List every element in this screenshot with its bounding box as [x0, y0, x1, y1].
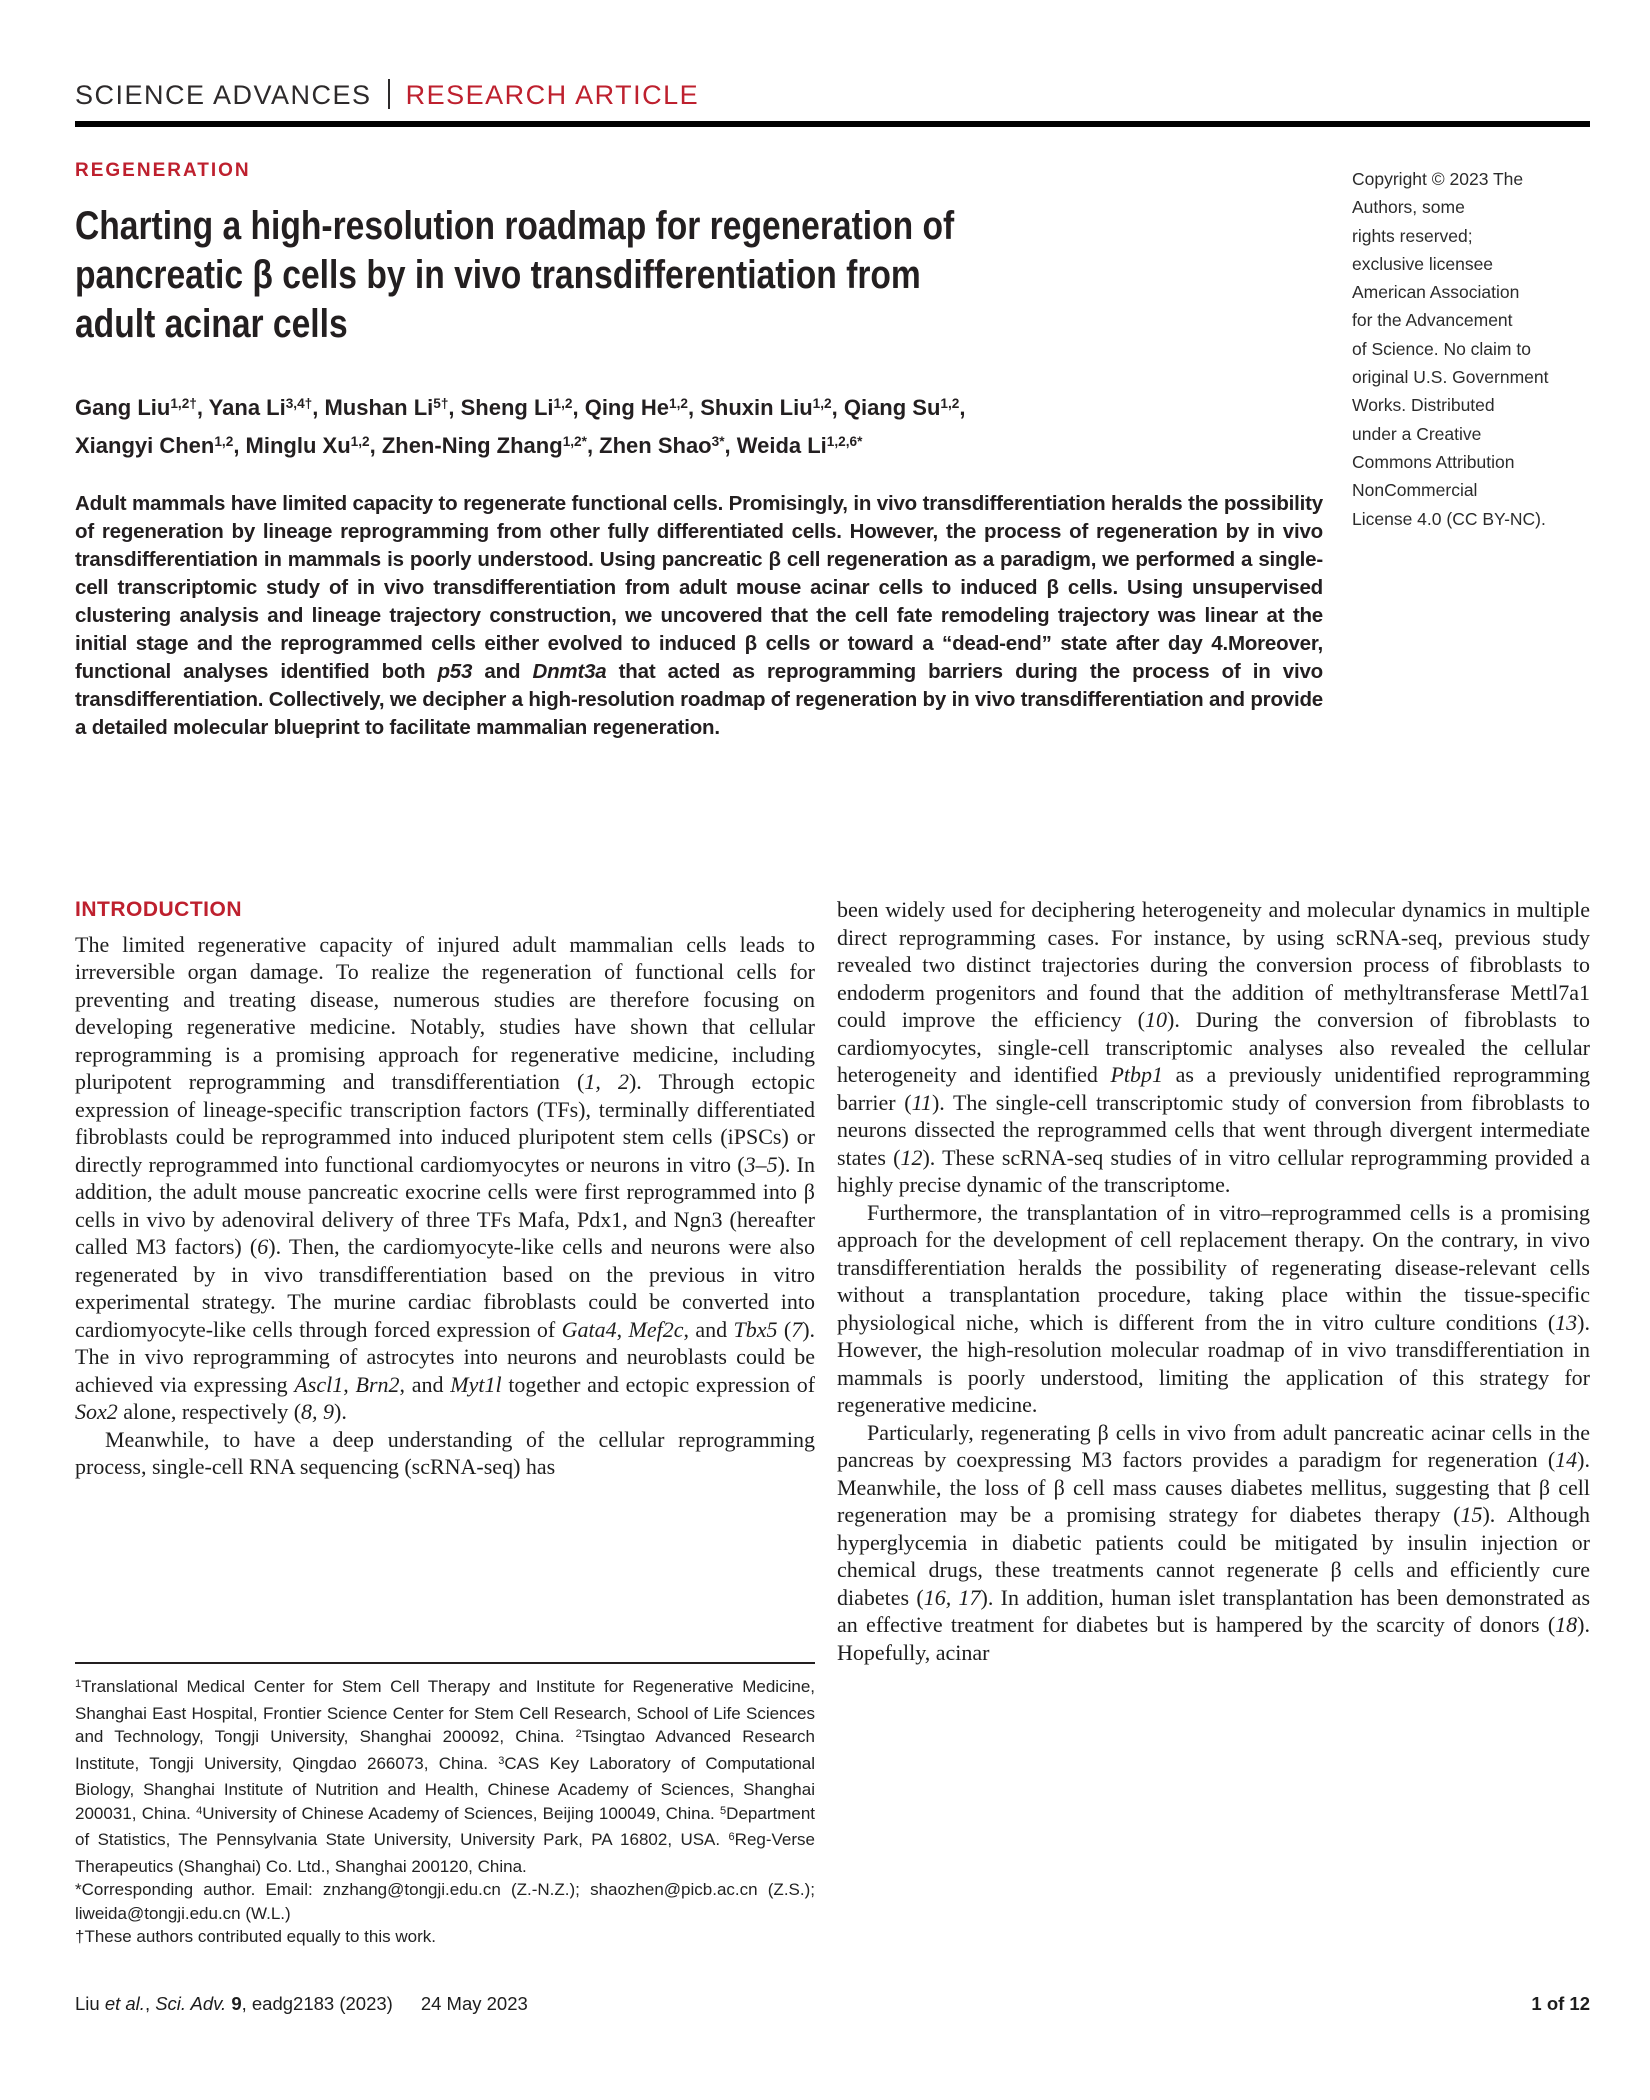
- section-label: REGENERATION: [75, 160, 251, 181]
- introduction-heading: INTRODUCTION: [75, 898, 242, 921]
- left-column: [75, 896, 815, 1658]
- paragraph: Meanwhile, to have a deep understanding of the cellular reprogramming process, single-cell RNA sequencing (scRNA-seq) has: [75, 1426, 815, 1479]
- paragraph: Particularly, regenerating β cells in vivo from adult pancreatic acinar cells in the pancreas by coexpressing M3 factors provides a paradigm for regeneration (14). Meanwhile, the loss of β cell mass causes diabetes mellitus, suggesting that β cell regeneration may be a promising strategy for diabetes therapy (15). Although hyperglycemia in diabetic patients could be mitigated by insulin injection or chemical drugs, these treatments cannot regenerate β cells and efficiently cure diabetes (16, 17). In addition, human islet transplantation has been demonstrated as an effective treatment for diabetes but is hampered by the scarcity of donors (18). Hopefully, acinar: [837, 1419, 1591, 1665]
- corresponding-author-note: *Corresponding author. Email: znzhang@tongji.edu.cn (Z.-N.Z.); shaozhen@picb.ac.cn (Z.S.); liweida@tongji.edu.cn (W.L.): [75, 1880, 815, 1923]
- page-number: 1 of 12: [1531, 1993, 1590, 2014]
- abstract: Adult mammals have limited capacity to regenerate functional cells. Promisingly, in vivo transdifferentiation heralds the possibility of regeneration by lineage reprogramming from other fully differentiated cells. However, the process of regeneration by in vivo transdifferentiation in mammals is poorly understood. Using pancreatic β cell regeneration as a paradigm, we performed a single-cell transcriptomic study of in vivo transdifferentiation from adult mouse acinar cells to induced β cells. Using unsupervised clustering analysis and lineage trajectory construction, we uncovered that the cell fate remodeling trajectory was linear at the initial stage and the reprogrammed cells either evolved to induced β cells or toward a “dead-end” state after day 4.Moreover, functional analyses identified both p53 and Dnmt3a that acted as reprogramming barriers during the process of in vivo transdifferentiation. Collectively, we decipher a high-resolution roadmap of regeneration by in vivo transdifferentiation and provide a detailed molecular blueprint to facilitate mammalian regeneration.: [75, 492, 1324, 739]
- article-type-label: RESEARCH ARTICLE: [405, 80, 700, 110]
- equal-contribution-note: †These authors contributed equally to this work.: [75, 1927, 436, 1946]
- page-footer: [75, 1993, 1590, 2015]
- author-line-2: Xiangyi Chen$^{1,2}$, Minglu Xu$^{1,2}$, Zhen-Ning Zhang$^{1,2*}$, Zhen Shao$^{3*}$, Weida $Li^{1,2,6*}$: [75, 433, 863, 458]
- author-line-1: Gang Liu$^{1,2\dagger}$, Yana $Li^{3,4\dagger}$, Mushan $Li^{5\dagger}$, Sheng Li$^{1,2}$, Qing He$^{1,2}$, Shuxin Liu$^{1,2}$, Qiang Su$^{1,2}$,: [75, 395, 966, 420]
- paragraph: Furthermore, the transplantation of in vitro–reprogrammed cells is a promising approach for the development of cell replacement therapy. On the contrary, in vivo transdifferentiation heralds the possibility of regenerating disease-relevant cells without a transplantation procedure, taking place within the tissue-specific physiological niche, which is different from the in vitro culture conditions (13). However, the high-resolution molecular roadmap of in vivo transdifferentiation in mammals is poorly understood, limiting the application of this strategy for regenerative medicine.: [837, 1199, 1590, 1417]
- right-column: [837, 896, 1590, 1666]
- affiliations-note: $^1$Translational Medical Center for Stem Cell Therapy and Institute for Regenerative Medicine, Shanghai East Hospital, Frontier Science Center for Stem Cell Research, School of Life Sciences and Technology, Tongji University, Shanghai 200092, China. $^2$Tsingtao Advanced Research Institute, Tongji University, Qingdao 266073, China. $^3$CAS Key Laboratory of Computational Biology, Shanghai Institute of Nutrition and Health, Chinese Academy of Sciences, Shanghai 200031, China. $^4$University of Chinese Academy of Sciences, Beijing 100049, China. $^5$Department of Statistics, The Pennsylvania State University, University Park, PA 16802, USA. $^6$Reg-Verse Therapeutics (Shanghai) Co. Ltd., Shanghai 200120, China.: [75, 1677, 816, 1876]
- footnotes: [75, 1662, 815, 1949]
- footer-citation: Liu et al., Sci. Adv. 9, eadg2183 (2023): [75, 1993, 393, 2014]
- body-columns: [75, 896, 1590, 1666]
- header-rule: [75, 121, 1590, 127]
- author-list: [75, 390, 966, 466]
- paragraph: The limited regenerative capacity of injured adult mammalian cells leads to irreversible organ damage. To realize the regeneration of functional cells for preventing and treating disease, numerous studies are therefore focusing on developing regenerative medicine. Notably, studies have shown that cellular reprogramming is a promising approach for regenerative medicine, including pluripotent reprogramming and transdifferentiation (1, 2). Through ectopic expression of lineage-specific transcription factors (TFs), terminally differentiated fibroblasts could be reprogrammed into induced pluripotent stem cells (iPSCs) or directly reprogrammed into functional cardiomyocytes or neurons in vitro (3–5). In addition, the adult mouse pancreatic exocrine cells were first reprogrammed into β cells in vivo by adenoviral delivery of three TFs Mafa, Pdx1, and Ngn3 (hereafter called M3 factors) (6). Then, the cardiomyocyte-like cells and neurons were also regenerated by in vivo transdifferentiation based on the previous in vitro experimental strategy. The murine cardiac fibroblasts could be converted into cardiomyocyte-like cells through forced expression of Gata4, Mef2c, and Tbx5 (7). The in vivo reprogramming of astrocytes into neurons and neuroblasts could be achieved via expressing Ascl1, Brn2, and Myt1l together and ectopic expression of Sox2 alone, respectively (8, 9).: [75, 931, 815, 1424]
- paragraph: been widely used for deciphering heterogeneity and molecular dynamics in multiple direct reprogramming cases. For instance, by using scRNA-seq, previous study revealed two distinct trajectories during the conversion process of fibroblasts to endoderm progenitors and found that the addition of methyltransferase Mettl7a1 could improve the efficiency (10). During the conversion of fibroblasts to cardiomyocytes, single-cell transcriptomic analyses also revealed the cellular heterogeneity and identified Ptbp1 as a previously unidentified reprogramming barrier (11). The single-cell transcriptomic study of conversion from fibroblasts to neurons dissected the reprogrammed cells that went through divergent intermediate states (12). These scRNA-seq studies of in vitro cellular reprogramming provided a highly precise dynamic of the transcriptome.: [837, 897, 1591, 1197]
- footer-citation-group: [75, 1993, 528, 2015]
- footer-date: 24 May 2023: [420, 1993, 528, 2014]
- masthead: [75, 79, 699, 111]
- article-title: Charting a high-resolution roadmap for regeneration of pancreatic β cells by in vivo transdifferentiation from adult acinar cells: [75, 204, 955, 346]
- copyright-notice: Copyright © 2023 The Authors, some rights reserved; exclusive licensee American Association for the Advancement of Science. No claim to original U.S. Government Works. Distributed under a Creative Commons Attribution NonCommercial License 4.0 (CC BY-NC).: [1352, 169, 1549, 529]
- masthead-divider: [388, 79, 390, 109]
- journal-name: SCIENCE ADVANCES: [75, 80, 372, 110]
